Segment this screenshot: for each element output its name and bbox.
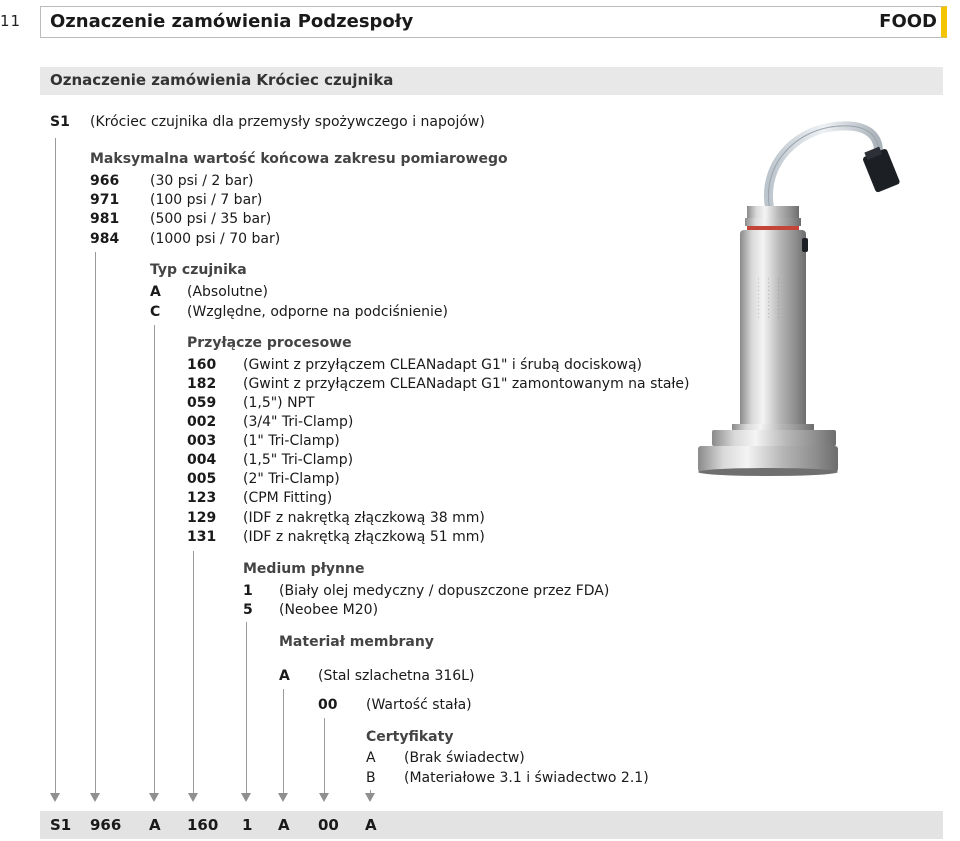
brand-label: FOOD: [879, 11, 937, 32]
fixed-description: (Wartość stała): [366, 697, 472, 713]
process-code: 129: [187, 510, 217, 526]
process-code: 003: [187, 433, 217, 449]
range-code: 984: [90, 231, 120, 247]
arrow-down-icon: [90, 793, 100, 802]
order-code-part: 966: [90, 816, 122, 834]
connector-line: [55, 138, 56, 793]
membrane-heading: Materiał membrany: [279, 634, 434, 650]
medium-code: 1: [243, 583, 253, 599]
process-code: 123: [187, 490, 217, 506]
sensor-type-description: (Absolutne): [187, 284, 268, 300]
range-description: (30 psi / 2 bar): [150, 173, 254, 189]
range-code: 981: [90, 211, 120, 227]
range-description: (500 psi / 35 bar): [150, 211, 272, 227]
process-code: 131: [187, 529, 217, 545]
pressure-sensor-image: [690, 118, 920, 488]
process-heading: Przyłącze procesowe: [187, 335, 352, 351]
certs-heading: Certyfikaty: [366, 729, 454, 745]
connector-line: [95, 252, 96, 793]
connector-line: [283, 689, 284, 793]
page-title: Oznaczenie zamówienia Podzespoły: [50, 11, 414, 32]
medium-heading: Medium płynne: [243, 561, 365, 577]
connector-line: [193, 551, 194, 793]
order-code-bar: [40, 811, 943, 839]
membrane-code: A: [279, 668, 290, 684]
process-code: 160: [187, 357, 217, 373]
order-code-part: 160: [187, 816, 219, 834]
certs-code: A: [366, 750, 376, 766]
membrane-description: (Stal szlachetna 316L): [318, 668, 475, 684]
process-description: (Gwint z przyłączem CLEANadapt G1" i śrubą dociskową): [243, 357, 643, 373]
medium-description: (Biały olej medyczny / dopuszczone przez FDA): [279, 583, 610, 599]
process-code: 182: [187, 376, 217, 392]
process-code: 004: [187, 452, 217, 468]
connector-line: [324, 718, 325, 793]
process-description: (1" Tri-Clamp): [243, 433, 340, 449]
process-description: (Gwint z przyłączem CLEANadapt G1" zamontowanym na stałe): [243, 376, 690, 392]
sensor-type-heading: Typ czujnika: [150, 262, 247, 278]
process-description: (3/4" Tri-Clamp): [243, 414, 354, 430]
range-heading: Maksymalna wartość końcowa zakresu pomiarowego: [90, 151, 508, 167]
arrow-down-icon: [149, 793, 159, 802]
certs-description: (Materiałowe 3.1 i świadectwo 2.1): [404, 770, 649, 786]
order-code-part: A: [149, 816, 161, 834]
order-code-part: A: [278, 816, 290, 834]
arrow-down-icon: [188, 793, 198, 802]
process-code: 005: [187, 471, 217, 487]
s1-code: S1: [50, 114, 70, 130]
order-code-part: 00: [318, 816, 339, 834]
svg-text:· · · · · · · · · · ·: · · · · · · · · · · ·: [754, 278, 761, 319]
connector-line: [246, 622, 247, 793]
arrow-down-icon: [241, 793, 251, 802]
order-code-part: A: [365, 816, 377, 834]
fixed-code: 00: [318, 697, 338, 713]
range-description: (1000 psi / 70 bar): [150, 231, 281, 247]
arrow-down-icon: [365, 793, 375, 802]
svg-text:· · · · · · · · · · ·: · · · · · · · · · · ·: [774, 278, 781, 319]
range-code: 966: [90, 173, 120, 189]
process-description: (2" Tri-Clamp): [243, 471, 340, 487]
svg-text:· · · · · · · · · · ·: · · · · · · · · · · ·: [764, 278, 771, 319]
section-subtitle: Oznaczenie zamówienia Króciec czujnika: [50, 71, 394, 89]
process-description: (1,5" Tri-Clamp): [243, 452, 354, 468]
process-code: 059: [187, 395, 217, 411]
sensor-type-description: (Względne, odporne na podciśnienie): [187, 304, 449, 320]
sensor-type-code: C: [150, 304, 161, 320]
connector-line: [154, 325, 155, 793]
arrow-down-icon: [50, 793, 60, 802]
range-description: (100 psi / 7 bar): [150, 192, 263, 208]
process-description: (1,5") NPT: [243, 395, 315, 411]
certs-code: B: [366, 770, 376, 786]
sensor-type-code: A: [150, 284, 161, 300]
order-code-part: 1: [242, 816, 253, 834]
process-description: (CPM Fitting): [243, 490, 333, 506]
medium-code: 5: [243, 602, 253, 618]
medium-description: (Neobee M20): [279, 602, 379, 618]
process-description: (IDF z nakrętką złączkową 38 mm): [243, 510, 485, 526]
process-description: (IDF z nakrętką złączkową 51 mm): [243, 529, 485, 545]
certs-description: (Brak świadectw): [404, 750, 525, 766]
order-code-part: S1: [50, 816, 72, 834]
arrow-down-icon: [319, 793, 329, 802]
process-code: 002: [187, 414, 217, 430]
s1-description: (Króciec czujnika dla przemysły spożywczego i napojów): [90, 114, 485, 130]
page-number: 11: [0, 12, 22, 30]
arrow-down-icon: [278, 793, 288, 802]
range-code: 971: [90, 192, 120, 208]
